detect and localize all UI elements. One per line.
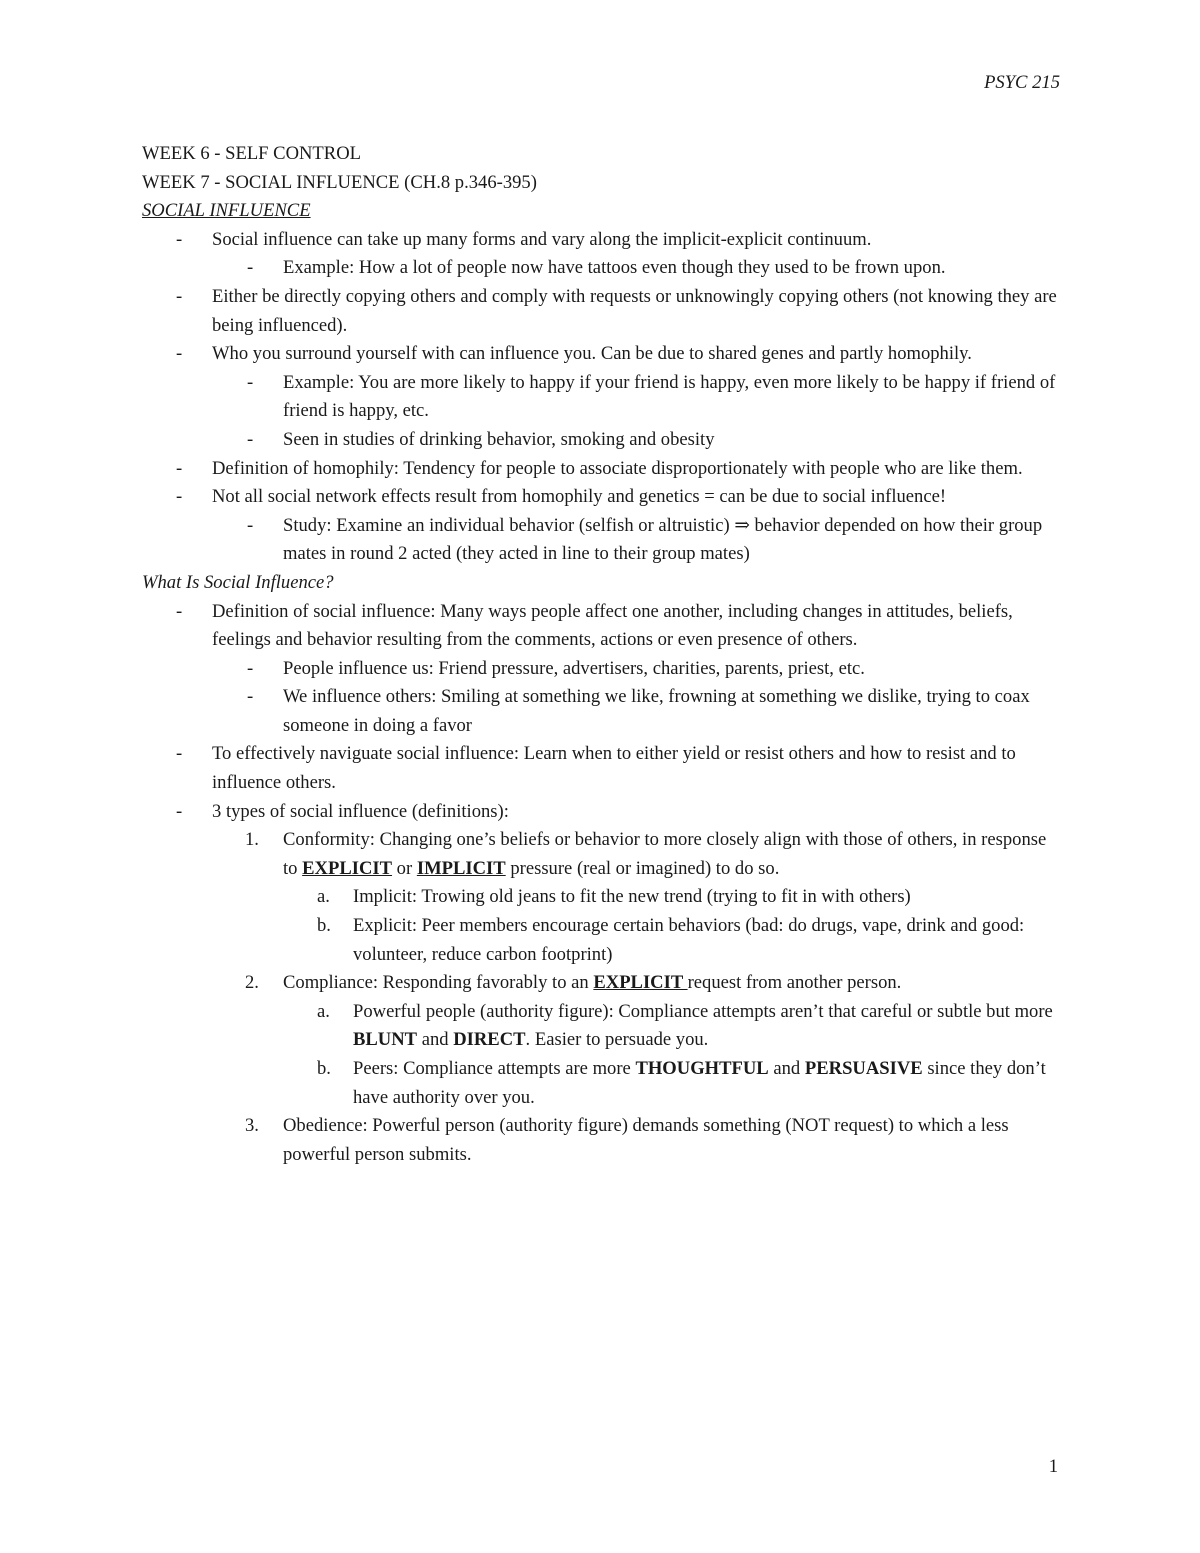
lettered-item: a. Implicit: Trowing old jeans to fit the new trend (trying to fit in with others) bbox=[142, 883, 1062, 912]
bullet-dash: - bbox=[247, 257, 254, 279]
list-item: - Example: You are more likely to happy if your friend is happy, even more likely to be happy if friend of friend is happy, etc. bbox=[142, 369, 1062, 426]
list-item: - To effectively naviguate social influence: Learn when to either yield or resist others and how to resist and to influence others. bbox=[142, 740, 1062, 797]
numbered-item-compliance: 2. Compliance: Responding favorably to an EXPLICIT request from another person. bbox=[142, 969, 1062, 998]
week7-line: WEEK 7 - SOCIAL INFLUENCE (CH.8 p.346-395) bbox=[142, 171, 537, 193]
list-item: - People influence us: Friend pressure, advertisers, charities, parents, priest, etc. bbox=[142, 655, 1062, 684]
week6-line: WEEK 6 - SELF CONTROL bbox=[142, 143, 361, 164]
document-body bbox=[142, 140, 1062, 1169]
list-letter: b. bbox=[317, 915, 331, 937]
list-item: - Example: How a lot of people now have tattoos even though they used to be frown upon. bbox=[142, 254, 1062, 283]
list-letter: a. bbox=[317, 886, 330, 908]
list-item: - Social influence can take up many forms and vary along the implicit-explicit continuum. bbox=[142, 226, 1062, 255]
list-item: - Definition of social influence: Many ways people affect one another, including changes in attitudes, beliefs, feelings and behavior resulting from the comments, actions or even presence of others. bbox=[142, 598, 1062, 655]
list-letter: b. bbox=[317, 1058, 331, 1079]
bullet-dash: - bbox=[176, 457, 183, 479]
numbered-item-obedience: 3. Obedience: Powerful person (authority figure) demands something (NOT request) to which a less powerful person submits. bbox=[142, 1112, 1062, 1169]
bullet-dash: - bbox=[247, 514, 254, 536]
numbered-item-conformity: 1. Conformity: Changing one’s beliefs or behavior to more closely align with those of others, in response to EXPLICIT or IMPLICIT pressure (real or imagined) to do so. bbox=[142, 826, 1062, 883]
page-number: 1 bbox=[1048, 1456, 1058, 1477]
list-item: - Study: Examine an individual behavior (selfish or altruistic) ⇒ behavior depended on how their group mates in round 2 acted (they acted in line to their group mates) bbox=[142, 512, 1062, 569]
page-header: PSYC 215 bbox=[984, 72, 1060, 93]
bullet-dash: - bbox=[247, 371, 254, 393]
section-heading-social-influence: SOCIAL INFLUENCE bbox=[142, 200, 311, 222]
bullet-dash: - bbox=[247, 686, 254, 708]
list-item: - 3 types of social influence (definitions): bbox=[142, 798, 1062, 827]
list-number: 1. bbox=[245, 829, 259, 851]
bullet-dash: - bbox=[176, 228, 183, 250]
list-number: 2. bbox=[245, 972, 259, 994]
list-item: - Definition of homophily: Tendency for people to associate disproportionately with people who are like them. bbox=[142, 455, 1062, 484]
bullet-dash: - bbox=[176, 285, 183, 307]
bullet-dash: - bbox=[247, 657, 254, 679]
lettered-item: b. Peers: Compliance attempts are more THOUGHTFUL and PERSUASIVE since they don’t have authority over you. bbox=[142, 1055, 1062, 1112]
bullet-dash: - bbox=[176, 800, 183, 822]
list-letter: a. bbox=[317, 1000, 330, 1022]
list-number: 3. bbox=[245, 1115, 259, 1137]
lettered-item: a. Powerful people (authority figure): Compliance attempts aren’t that careful or subtle but more BLUNT and DIRECT. Easier to persuade you. bbox=[142, 998, 1062, 1055]
list-item: - Either be directly copying others and comply with requests or unknowingly copying others (not knowing they are being influenced). bbox=[142, 283, 1062, 340]
bullet-dash: - bbox=[247, 428, 254, 450]
list-item: - We influence others: Smiling at something we like, frowning at something we dislike, trying to coax someone in doing a favor bbox=[142, 683, 1062, 740]
lettered-item: b. Explicit: Peer members encourage certain behaviors (bad: do drugs, vape, drink and good: volunteer, reduce carbon footprint) bbox=[142, 912, 1062, 969]
bullet-dash: - bbox=[176, 743, 183, 765]
section-heading-what-is-social-influence: What Is Social Influence? bbox=[142, 571, 334, 593]
bullet-dash: - bbox=[176, 343, 183, 365]
list-item: - Who you surround yourself with can influence you. Can be due to shared genes and partly homophily. bbox=[142, 340, 1062, 369]
bullet-dash: - bbox=[176, 486, 183, 508]
list-item: - Not all social network effects result from homophily and genetics = can be due to social influence! bbox=[142, 483, 1062, 512]
bullet-dash: - bbox=[176, 600, 183, 622]
list-item: - Seen in studies of drinking behavior, smoking and obesity bbox=[142, 426, 1062, 455]
